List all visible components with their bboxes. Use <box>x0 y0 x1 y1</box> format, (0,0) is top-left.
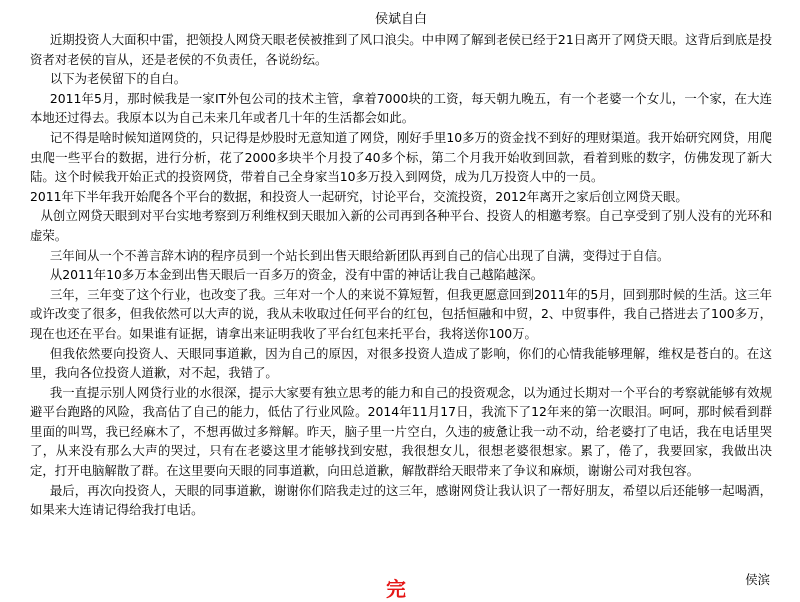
author-signature: 侯滨 <box>745 572 770 587</box>
paragraph-capital: 从2011年10多万本金到出售天眼后一百多万的资金，没有中雷的神话让我自己越陷越深。 <box>49 267 544 283</box>
paragraph-founding: 2011年下半年我开始爬各个平台的数据，和投资人一起研究，讨论平台，交流投资，2012年离开之家后创立网贷天眼。 <box>30 188 688 204</box>
paragraph-risk: 我一直提示别人网贷行业的水很深，提示大家要有独立思考的能力和自己的投资观念，以为通过长期对一个平台的考察就能够有效规避平台跑路的风险，我高估了自己的能力，低估了行业风险。2014年11月17日，我流下了12年来的第一次眼泪。呵呵，那时候看到群里面的叫骂，我已经麻木了，不想再做过多辩解。昨天，脑子里一片空白，久违的疲惫让我一动不动，给老婆打了电话，我在电话里哭了，从来没有那么大声的哭过，只有在老婆这里才能够找到安慰，我很想女儿，很想老婆很想家。累了，倦了，我要回家，我做出决定，打开电脑解散了群。在这里要向天眼的同事道歉，向田总道歉，解散群给天眼带来了争议和麻烦，谢谢公司对我包容。 <box>30 384 772 479</box>
paragraph-three-years: 三年，三年变了这个行业，也改变了我。三年对一个人的来说不算短暂，但我更愿意回到2011年的5月，回到那时候的生活。这三年或许改变了很多，但我依然可以大声的说，我从未收取过任何平台的红包，包括恒融和中贸，2、中贸事件，我自己搭进去了100多万，现在也还在平台。如果谁有证据，请拿出来证明我收了平台红包来托平台，我将送你100万。 <box>30 286 772 341</box>
paragraph-closing: 最后，再次向投资人，天眼的同事道歉，谢谢你们陪我走过的这三年，感谢网贷让我认识了一帮好朋友，希望以后还能够一起喝酒，如果来大连请记得给我打电话。 <box>30 482 772 518</box>
paragraph-2011-may: 2011年5月，那时候我是一家IT外包公司的技术主管，拿着7000块的工资，每天朝九晚五，有一个老婆一个女儿，一个家，在大连本地还过得去。我原本以为自己未来几年或者几十年的生活都会如此。 <box>30 90 772 126</box>
paragraph-confidence: 三年间从一个不善言辞木讷的程序员到一个站长到出售天眼给新团队再到自己的信心出现了自满，变得过于自信。 <box>49 247 670 263</box>
paragraph-discover-p2p: 记不得是啥时候知道网贷的，只记得是炒股时无意知道了网贷，刚好手里10多万的资金找不到好的理财渠道。我开始研究网贷，用爬虫爬一些平台的数据，进行分析，花了2000多块半个月投了40多个标，第二个月我开始收到回款，看着到账的数字，仿佛发现了新大陆。这个时候我开始正式的投资网贷，带着自己全身家当10多万投入到网贷，成为几万投资人中的一员。 <box>30 129 772 185</box>
paragraph-apology: 但我依然要向投资人、天眼同事道歉，因为自己的原因，对很多投资人造成了影响，你们的心情我能够理解，维权是苍白的。在这里，我向各位投资人道歉，对不起，我错了。 <box>30 345 772 381</box>
paragraph-intro: 近期投资人大面积中雷，把领投人网贷天眼老侯被推到了风口浪尖。中申网了解到老侯已经于21日离开了网贷天眼。这背后到底是投资者对老侯的盲从，还是老侯的不负责任，各说纷纭。 <box>30 32 772 67</box>
paragraph-fame: 从创立网贷天眼到对平台实地考察到万利维权到天眼加入新的公司再到各种平台、投资人的相邀考察。自己享受到了别人没有的光环和虚荣。 <box>30 208 772 243</box>
document-title: 侯斌自白 <box>374 12 427 27</box>
paragraph-preface: 以下为老侯留下的自白。 <box>49 71 187 87</box>
end-mark: 完 <box>386 577 406 601</box>
